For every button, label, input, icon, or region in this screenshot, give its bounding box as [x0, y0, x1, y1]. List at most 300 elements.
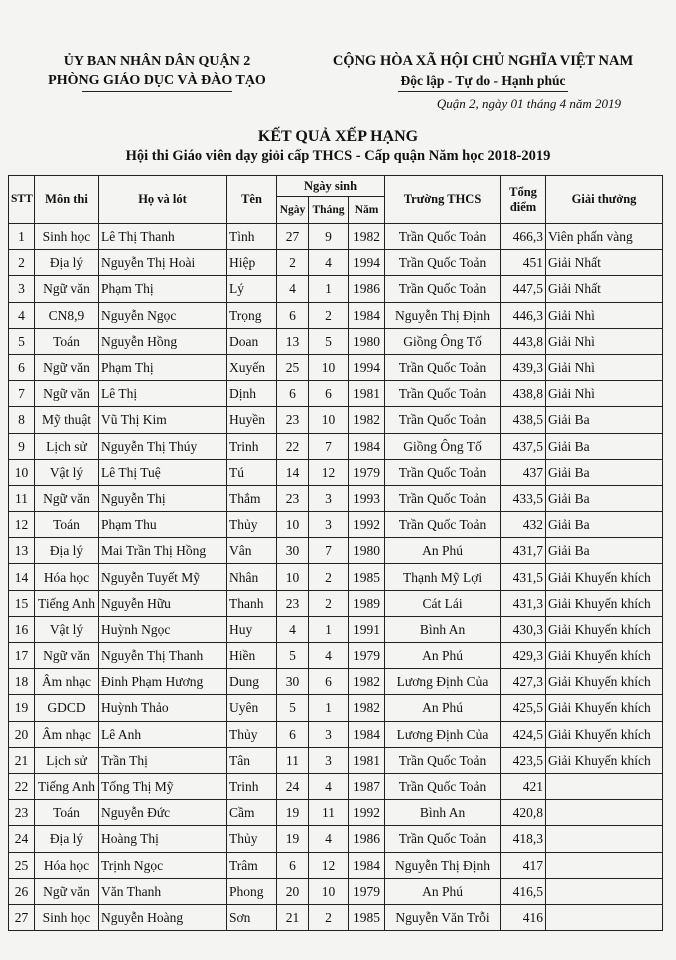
cell-surname: Huỳnh Ngọc — [99, 616, 227, 642]
national-header — [300, 52, 666, 113]
cell-award: Giải Khuyến khích — [546, 616, 663, 642]
cell-surname: Phạm Thị — [99, 354, 227, 380]
cell-day: 27 — [277, 224, 309, 250]
cell-school: Trần Quốc Toản — [385, 250, 501, 276]
cell-name: Vân — [227, 538, 277, 564]
col-header-school: Trường THCS — [385, 176, 501, 224]
cell-surname: Nguyễn Thị Thanh — [99, 643, 227, 669]
cell-month: 12 — [309, 852, 349, 878]
cell-day: 20 — [277, 878, 309, 904]
cell-school: Giồng Ông Tố — [385, 433, 501, 459]
table-row — [9, 721, 663, 747]
cell-name: Trâm — [227, 852, 277, 878]
cell-year: 1989 — [349, 590, 385, 616]
cell-year: 1984 — [349, 302, 385, 328]
cell-day: 19 — [277, 826, 309, 852]
table-row — [9, 276, 663, 302]
cell-day: 25 — [277, 354, 309, 380]
cell-year: 1981 — [349, 381, 385, 407]
cell-total: 431,5 — [501, 564, 546, 590]
table-row — [9, 459, 663, 485]
cell-name: Xuyến — [227, 354, 277, 380]
cell-total: 438,5 — [501, 407, 546, 433]
table-row — [9, 564, 663, 590]
cell-stt: 16 — [9, 616, 35, 642]
cell-school: An Phú — [385, 878, 501, 904]
cell-award: Giải Nhì — [546, 328, 663, 354]
cell-month: 2 — [309, 564, 349, 590]
table-row — [9, 512, 663, 538]
cell-year: 1979 — [349, 643, 385, 669]
table-row — [9, 695, 663, 721]
cell-award: Giải Ba — [546, 459, 663, 485]
cell-surname: Trần Thị — [99, 747, 227, 773]
cell-name: Trinh — [227, 433, 277, 459]
cell-stt: 26 — [9, 878, 35, 904]
cell-subject: Hóa học — [35, 564, 99, 590]
cell-month: 10 — [309, 354, 349, 380]
cell-school: Trần Quốc Toản — [385, 407, 501, 433]
cell-surname: Nguyễn Thị — [99, 485, 227, 511]
cell-award — [546, 800, 663, 826]
cell-total: 432 — [501, 512, 546, 538]
cell-stt: 24 — [9, 826, 35, 852]
cell-total: 421 — [501, 773, 546, 799]
cell-stt: 10 — [9, 459, 35, 485]
cell-stt: 4 — [9, 302, 35, 328]
cell-surname: Nguyễn Hoàng — [99, 904, 227, 930]
cell-day: 11 — [277, 747, 309, 773]
cell-school: Trần Quốc Toản — [385, 485, 501, 511]
motto-underline — [398, 91, 568, 92]
cell-subject: Âm nhạc — [35, 669, 99, 695]
cell-subject: Tiếng Anh — [35, 590, 99, 616]
cell-month: 6 — [309, 381, 349, 407]
cell-school: Nguyễn Thị Định — [385, 852, 501, 878]
cell-stt: 19 — [9, 695, 35, 721]
cell-day: 14 — [277, 459, 309, 485]
cell-award — [546, 826, 663, 852]
cell-school: Thạnh Mỹ Lợi — [385, 564, 501, 590]
cell-stt: 25 — [9, 852, 35, 878]
cell-year: 1979 — [349, 878, 385, 904]
cell-month: 6 — [309, 669, 349, 695]
table-row — [9, 328, 663, 354]
col-header-surname: Họ và lót — [99, 176, 227, 224]
cell-subject: Mỹ thuật — [35, 407, 99, 433]
cell-year: 1984 — [349, 433, 385, 459]
cell-name: Huy — [227, 616, 277, 642]
cell-subject: Âm nhạc — [35, 721, 99, 747]
cell-school: Trần Quốc Toản — [385, 773, 501, 799]
cell-name: Trọng — [227, 302, 277, 328]
cell-month: 2 — [309, 590, 349, 616]
document-title: KẾT QUẢ XẾP HẠNG — [257, 128, 419, 145]
cell-award: Giải Khuyến khích — [546, 747, 663, 773]
table-row — [9, 904, 663, 930]
cell-month: 12 — [309, 459, 349, 485]
issuer-underline — [82, 91, 232, 92]
table-row — [9, 302, 663, 328]
cell-subject: Toán — [35, 512, 99, 538]
cell-surname: Mai Trần Thị Hồng — [99, 538, 227, 564]
table-row — [9, 747, 663, 773]
cell-year: 1984 — [349, 721, 385, 747]
cell-year: 1982 — [349, 407, 385, 433]
cell-month: 4 — [309, 250, 349, 276]
cell-year: 1982 — [349, 224, 385, 250]
cell-day: 30 — [277, 669, 309, 695]
cell-subject: Ngữ văn — [35, 354, 99, 380]
cell-school: An Phú — [385, 643, 501, 669]
cell-award: Giải Ba — [546, 407, 663, 433]
cell-name: Huyền — [227, 407, 277, 433]
cell-surname: Nguyễn Đức — [99, 800, 227, 826]
cell-total: 431,3 — [501, 590, 546, 616]
cell-total: 451 — [501, 250, 546, 276]
cell-day: 5 — [277, 643, 309, 669]
cell-name: Hiệp — [227, 250, 277, 276]
cell-subject: Địa lý — [35, 826, 99, 852]
cell-subject: Ngữ văn — [35, 276, 99, 302]
cell-stt: 18 — [9, 669, 35, 695]
cell-stt: 1 — [9, 224, 35, 250]
cell-month: 4 — [309, 773, 349, 799]
cell-school: Trần Quốc Toản — [385, 512, 501, 538]
cell-day: 4 — [277, 616, 309, 642]
cell-year: 1993 — [349, 485, 385, 511]
cell-award: Giải Ba — [546, 485, 663, 511]
cell-school: Trần Quốc Toản — [385, 826, 501, 852]
cell-school: Lương Định Của — [385, 721, 501, 747]
cell-day: 30 — [277, 538, 309, 564]
cell-award: Giải Nhì — [546, 302, 663, 328]
country-name: CỘNG HÒA XÃ HỘI CHỦ NGHĨA VIỆT NAM — [332, 53, 634, 69]
cell-award: Giải Khuyến khích — [546, 590, 663, 616]
cell-stt: 27 — [9, 904, 35, 930]
cell-year: 1986 — [349, 276, 385, 302]
cell-year: 1985 — [349, 564, 385, 590]
cell-award: Giải Khuyến khích — [546, 643, 663, 669]
cell-year: 1985 — [349, 904, 385, 930]
cell-total: 439,3 — [501, 354, 546, 380]
cell-day: 4 — [277, 276, 309, 302]
cell-year: 1982 — [349, 669, 385, 695]
col-header-month: Tháng — [309, 197, 349, 224]
cell-subject: CN8,9 — [35, 302, 99, 328]
results-table — [8, 175, 663, 931]
issue-date: Quận 2, ngày 01 tháng 4 năm 2019 — [436, 96, 621, 111]
cell-award: Giải Ba — [546, 512, 663, 538]
cell-award — [546, 852, 663, 878]
cell-name: Sơn — [227, 904, 277, 930]
col-header-year: Năm — [349, 197, 385, 224]
cell-surname: Tống Thị Mỹ — [99, 773, 227, 799]
cell-month: 9 — [309, 224, 349, 250]
cell-school: Bình An — [385, 800, 501, 826]
cell-subject: Vật lý — [35, 616, 99, 642]
cell-day: 13 — [277, 328, 309, 354]
cell-surname: Huỳnh Thảo — [99, 695, 227, 721]
cell-surname: Nguyễn Ngọc — [99, 302, 227, 328]
cell-stt: 7 — [9, 381, 35, 407]
cell-year: 1980 — [349, 328, 385, 354]
cell-subject: Lịch sử — [35, 433, 99, 459]
results-body — [9, 224, 663, 931]
cell-award — [546, 773, 663, 799]
table-row — [9, 433, 663, 459]
cell-name: Lý — [227, 276, 277, 302]
issuer-header — [22, 52, 292, 92]
cell-subject: Ngữ văn — [35, 878, 99, 904]
cell-total: 431,7 — [501, 538, 546, 564]
table-row — [9, 224, 663, 250]
cell-total: 437,5 — [501, 433, 546, 459]
cell-school: Trần Quốc Toản — [385, 459, 501, 485]
cell-subject: Toán — [35, 328, 99, 354]
cell-total: 430,3 — [501, 616, 546, 642]
table-row — [9, 800, 663, 826]
cell-name: Thủy — [227, 512, 277, 538]
cell-total: 433,5 — [501, 485, 546, 511]
cell-subject: Sinh học — [35, 224, 99, 250]
cell-year: 1991 — [349, 616, 385, 642]
cell-total: 425,5 — [501, 695, 546, 721]
cell-school: Trần Quốc Toản — [385, 381, 501, 407]
cell-name: Hiền — [227, 643, 277, 669]
col-header-dob: Ngày sinh — [277, 176, 385, 197]
cell-month: 3 — [309, 747, 349, 773]
cell-total: 416 — [501, 904, 546, 930]
cell-surname: Nguyễn Hữu — [99, 590, 227, 616]
cell-school: Nguyễn Thị Định — [385, 302, 501, 328]
cell-day: 23 — [277, 485, 309, 511]
cell-surname: Phạm Thu — [99, 512, 227, 538]
cell-school: Bình An — [385, 616, 501, 642]
cell-day: 6 — [277, 852, 309, 878]
issuer-line-1: ỦY BAN NHÂN DÂN QUẬN 2 — [63, 54, 251, 69]
table-row — [9, 669, 663, 695]
table-row — [9, 381, 663, 407]
cell-name: Tân — [227, 747, 277, 773]
cell-name: Thủy — [227, 826, 277, 852]
cell-award: Giải Khuyến khích — [546, 721, 663, 747]
cell-month: 1 — [309, 616, 349, 642]
cell-year: 1987 — [349, 773, 385, 799]
cell-award: Viên phấn vàng — [546, 224, 663, 250]
cell-school: Lương Định Của — [385, 669, 501, 695]
cell-award: Giải Nhất — [546, 250, 663, 276]
cell-stt: 17 — [9, 643, 35, 669]
cell-month: 3 — [309, 721, 349, 747]
cell-day: 19 — [277, 800, 309, 826]
cell-surname: Văn Thanh — [99, 878, 227, 904]
cell-total: 466,3 — [501, 224, 546, 250]
cell-year: 1980 — [349, 538, 385, 564]
table-row — [9, 407, 663, 433]
cell-award: Giải Khuyến khích — [546, 564, 663, 590]
document-subtitle: Hội thi Giáo viên dạy giỏi cấp THCS - Cấp quận Năm học 2018-2019 — [125, 148, 551, 164]
cell-surname: Nguyễn Thị Thúy — [99, 433, 227, 459]
cell-month: 1 — [309, 276, 349, 302]
cell-stt: 3 — [9, 276, 35, 302]
cell-surname: Nguyễn Hồng — [99, 328, 227, 354]
cell-day: 23 — [277, 590, 309, 616]
cell-day: 24 — [277, 773, 309, 799]
cell-school: Trần Quốc Toản — [385, 224, 501, 250]
cell-day: 6 — [277, 381, 309, 407]
cell-day: 10 — [277, 564, 309, 590]
table-row — [9, 826, 663, 852]
table-row — [9, 485, 663, 511]
cell-award: Giải Ba — [546, 433, 663, 459]
cell-year: 1992 — [349, 512, 385, 538]
cell-total: 429,3 — [501, 643, 546, 669]
cell-total: 424,5 — [501, 721, 546, 747]
cell-name: Uyên — [227, 695, 277, 721]
cell-surname: Lê Anh — [99, 721, 227, 747]
cell-name: Trinh — [227, 773, 277, 799]
cell-stt: 21 — [9, 747, 35, 773]
cell-surname: Vũ Thị Kim — [99, 407, 227, 433]
table-row — [9, 643, 663, 669]
cell-total: 427,3 — [501, 669, 546, 695]
cell-day: 5 — [277, 695, 309, 721]
cell-subject: Hóa học — [35, 852, 99, 878]
table-row — [9, 616, 663, 642]
cell-stt: 14 — [9, 564, 35, 590]
cell-stt: 15 — [9, 590, 35, 616]
cell-stt: 8 — [9, 407, 35, 433]
cell-month: 10 — [309, 407, 349, 433]
cell-award — [546, 904, 663, 930]
cell-school: Cát Lái — [385, 590, 501, 616]
cell-total: 416,5 — [501, 878, 546, 904]
cell-subject: Ngữ văn — [35, 381, 99, 407]
cell-month: 4 — [309, 826, 349, 852]
cell-name: Phong — [227, 878, 277, 904]
cell-year: 1984 — [349, 852, 385, 878]
cell-year: 1982 — [349, 695, 385, 721]
cell-month: 5 — [309, 328, 349, 354]
cell-surname: Nguyễn Tuyết Mỹ — [99, 564, 227, 590]
cell-year: 1986 — [349, 826, 385, 852]
cell-subject: Sinh học — [35, 904, 99, 930]
cell-surname: Phạm Thị — [99, 276, 227, 302]
cell-award: Giải Ba — [546, 538, 663, 564]
col-header-stt: STT — [9, 176, 35, 224]
cell-name: Doan — [227, 328, 277, 354]
cell-subject: Địa lý — [35, 250, 99, 276]
cell-stt: 20 — [9, 721, 35, 747]
cell-month: 7 — [309, 433, 349, 459]
cell-surname: Lê Thị Thanh — [99, 224, 227, 250]
cell-year: 1979 — [349, 459, 385, 485]
col-header-total: Tổng điểm — [501, 176, 546, 224]
col-header-day: Ngày — [277, 197, 309, 224]
cell-total: 443,8 — [501, 328, 546, 354]
cell-school: Trần Quốc Toản — [385, 354, 501, 380]
cell-month: 2 — [309, 904, 349, 930]
cell-total: 447,5 — [501, 276, 546, 302]
cell-month: 2 — [309, 302, 349, 328]
col-header-name: Tên — [227, 176, 277, 224]
cell-award: Giải Nhì — [546, 354, 663, 380]
cell-surname: Trịnh Ngọc — [99, 852, 227, 878]
cell-total: 446,3 — [501, 302, 546, 328]
cell-subject: Ngữ văn — [35, 643, 99, 669]
cell-surname: Nguyễn Thị Hoài — [99, 250, 227, 276]
cell-total: 418,3 — [501, 826, 546, 852]
col-header-subject: Môn thi — [35, 176, 99, 224]
cell-month: 10 — [309, 878, 349, 904]
table-row — [9, 590, 663, 616]
cell-surname: Lê Thị Tuệ — [99, 459, 227, 485]
cell-name: Thủy — [227, 721, 277, 747]
cell-name: Tình — [227, 224, 277, 250]
cell-subject: Vật lý — [35, 459, 99, 485]
cell-year: 1992 — [349, 800, 385, 826]
cell-subject: Tiếng Anh — [35, 773, 99, 799]
issuer-line-2: PHÒNG GIÁO DỤC VÀ ĐÀO TẠO — [48, 73, 266, 88]
cell-name: Dung — [227, 669, 277, 695]
cell-day: 6 — [277, 721, 309, 747]
cell-surname: Đinh Phạm Hương — [99, 669, 227, 695]
cell-day: 21 — [277, 904, 309, 930]
cell-total: 420,8 — [501, 800, 546, 826]
motto: Độc lập - Tự do - Hạnh phúc — [400, 73, 566, 88]
cell-year: 1981 — [349, 747, 385, 773]
cell-school: Giồng Ông Tố — [385, 328, 501, 354]
cell-name: Tú — [227, 459, 277, 485]
cell-award — [546, 878, 663, 904]
table-row — [9, 538, 663, 564]
cell-name: Cầm — [227, 800, 277, 826]
cell-total: 417 — [501, 852, 546, 878]
table-row — [9, 354, 663, 380]
cell-name: Nhân — [227, 564, 277, 590]
cell-award: Giải Nhất — [546, 276, 663, 302]
cell-award: Giải Khuyến khích — [546, 669, 663, 695]
cell-surname: Lê Thị — [99, 381, 227, 407]
cell-subject: Toán — [35, 800, 99, 826]
cell-subject: Lịch sử — [35, 747, 99, 773]
table-row — [9, 878, 663, 904]
cell-total: 438,8 — [501, 381, 546, 407]
cell-year: 1994 — [349, 250, 385, 276]
cell-name: Dịnh — [227, 381, 277, 407]
cell-school: An Phú — [385, 695, 501, 721]
cell-day: 2 — [277, 250, 309, 276]
cell-stt: 11 — [9, 485, 35, 511]
cell-name: Thắm — [227, 485, 277, 511]
cell-name: Thanh — [227, 590, 277, 616]
cell-stt: 2 — [9, 250, 35, 276]
cell-month: 4 — [309, 643, 349, 669]
cell-month: 1 — [309, 695, 349, 721]
cell-subject: Ngữ văn — [35, 485, 99, 511]
cell-stt: 22 — [9, 773, 35, 799]
cell-award: Giải Khuyến khích — [546, 695, 663, 721]
cell-school: Trần Quốc Toản — [385, 276, 501, 302]
cell-school: Trần Quốc Toản — [385, 747, 501, 773]
col-header-award: Giải thưởng — [546, 176, 663, 224]
cell-stt: 23 — [9, 800, 35, 826]
cell-day: 22 — [277, 433, 309, 459]
cell-stt: 6 — [9, 354, 35, 380]
cell-month: 7 — [309, 538, 349, 564]
cell-year: 1994 — [349, 354, 385, 380]
